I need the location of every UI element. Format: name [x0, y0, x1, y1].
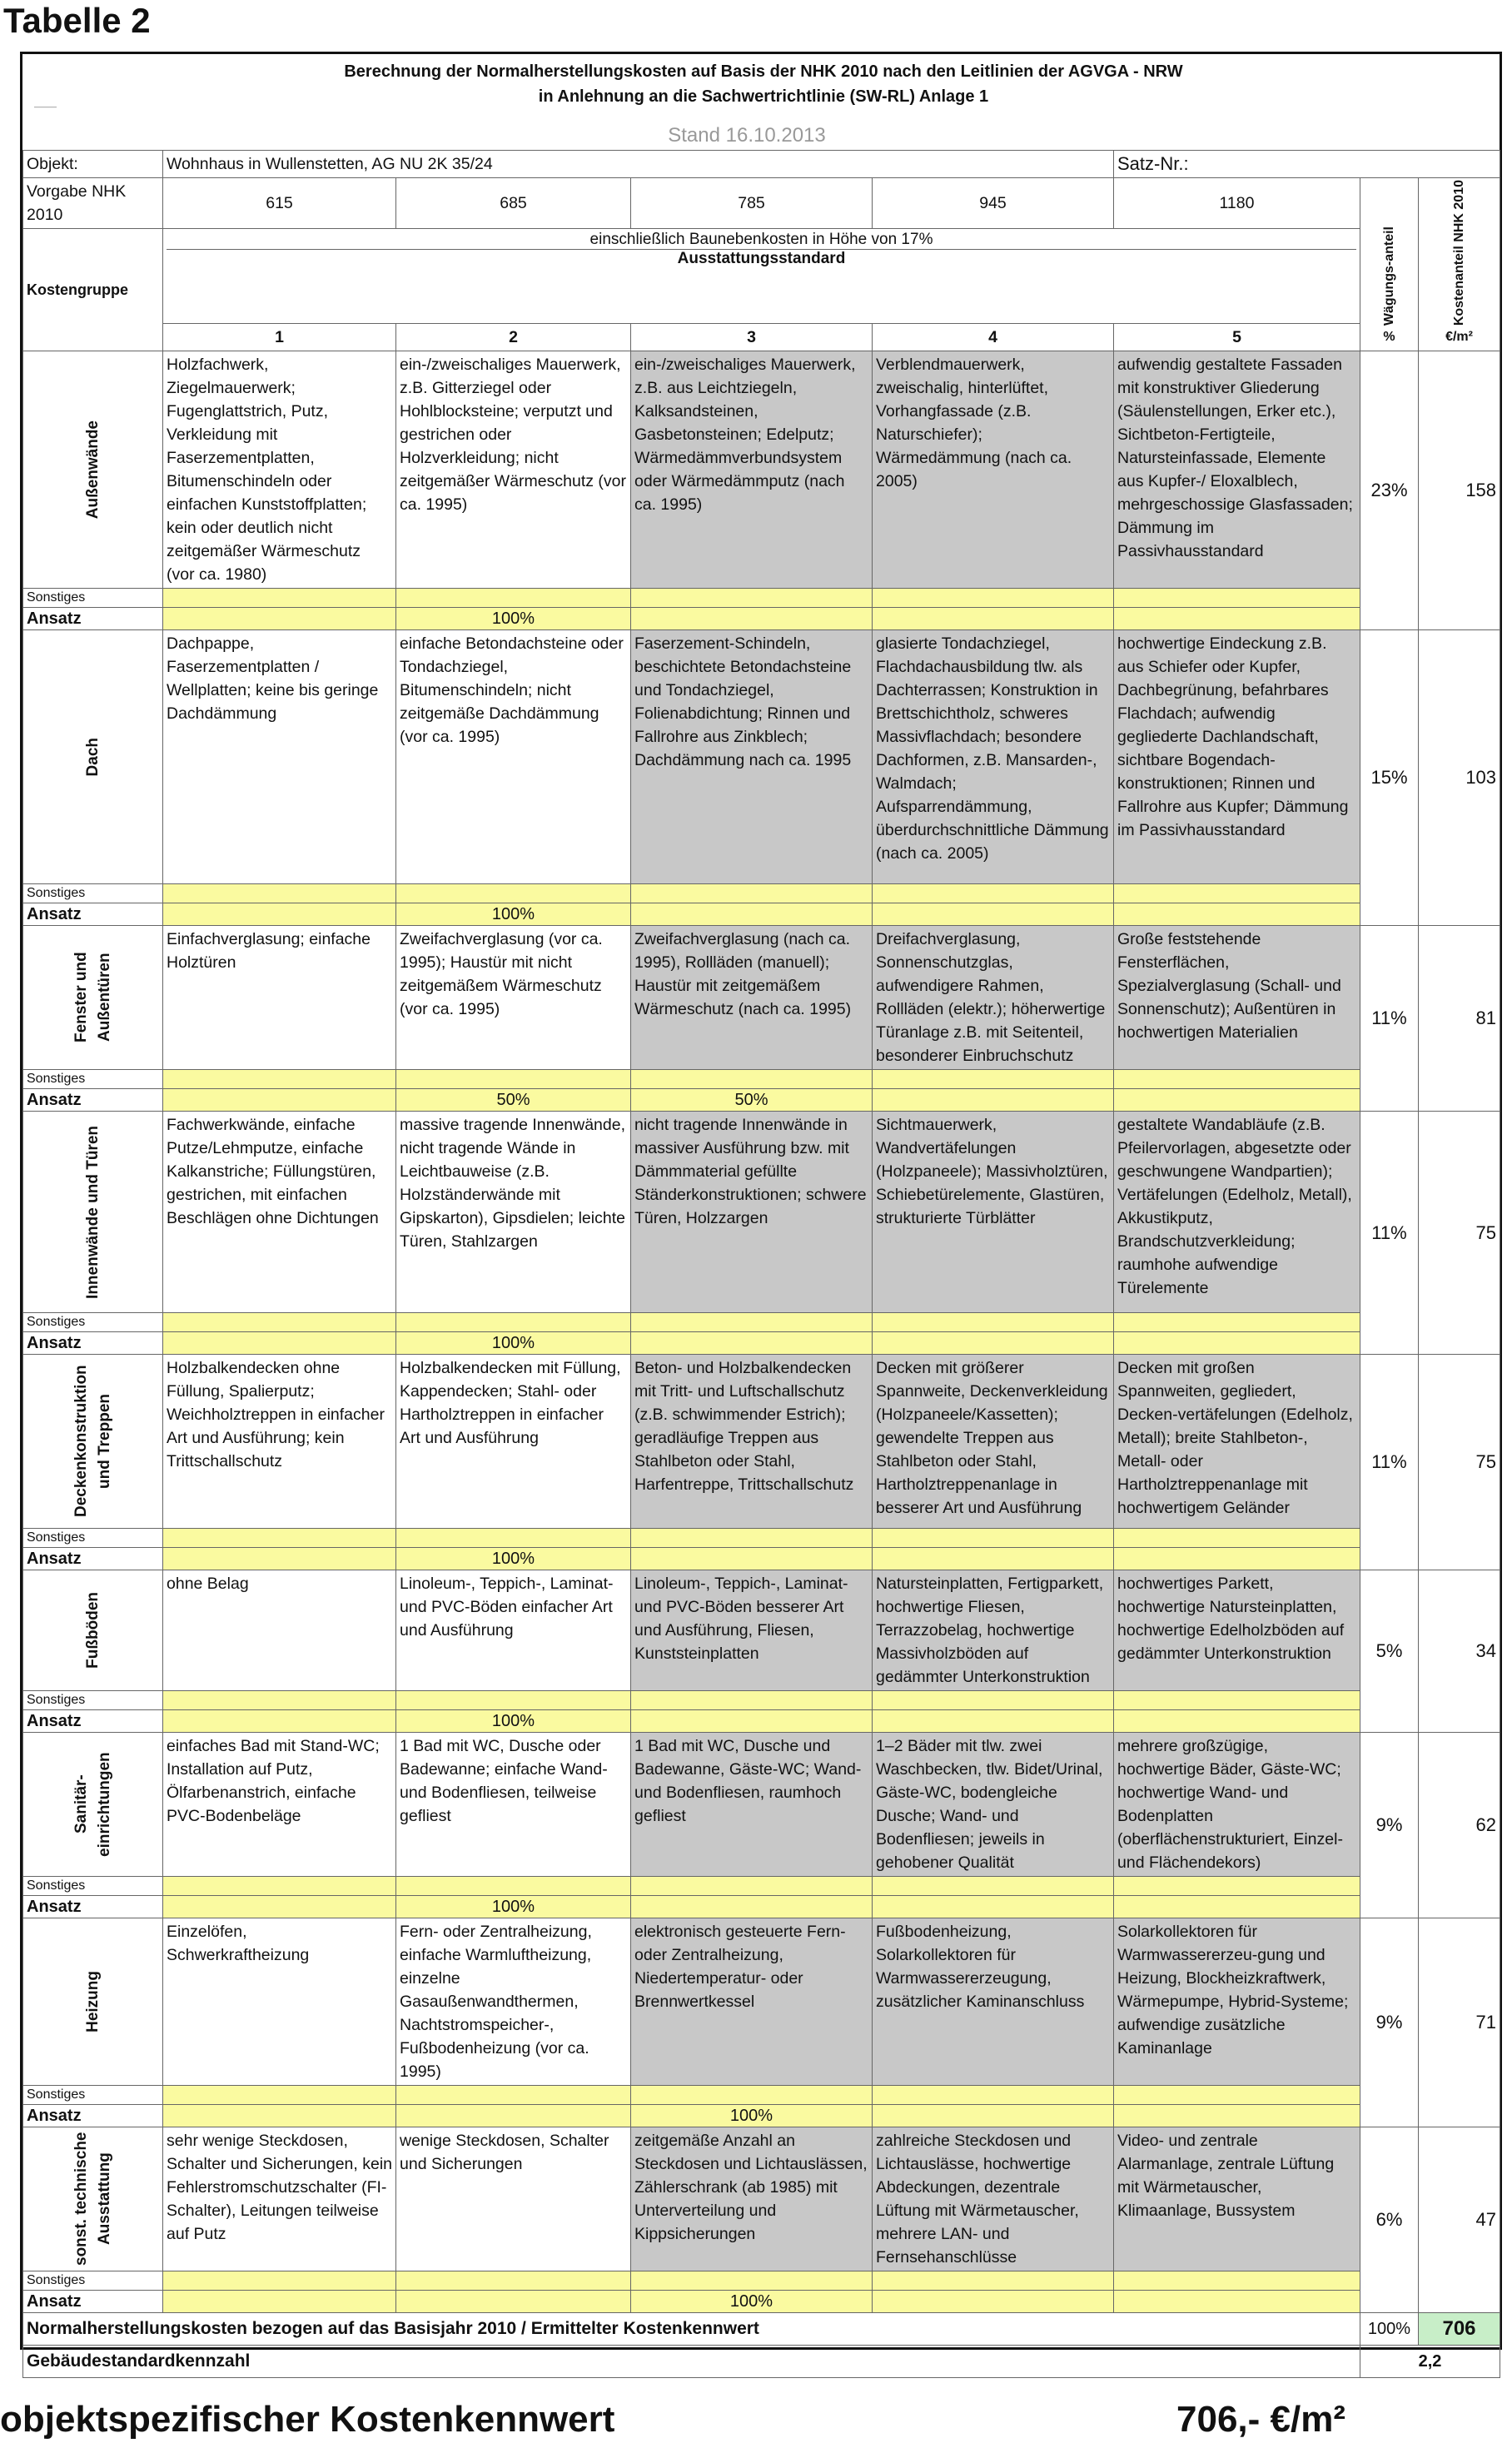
ansatz-cell [631, 1896, 873, 1918]
title-line-2: in Anlehnung an die Sachwertrichtlinie (SW-RL) Anlage 1 [538, 87, 989, 106]
total-label: Normalherstellungskosten bezogen auf das Basisjahr 2010 / Ermittelter Kostenkennwert [23, 2313, 1360, 2346]
group-name-text: Dach [83, 737, 102, 777]
ansatz-row [23, 1710, 1500, 1733]
sonstiges-cell [396, 1529, 631, 1548]
kostengruppe-label: Kostengruppe [23, 229, 163, 351]
kostenanteil-header [1419, 178, 1500, 351]
sonstiges-label: Sonstiges [23, 884, 163, 903]
sonstiges-label: Sonstiges [23, 1070, 163, 1089]
group-name [23, 1112, 163, 1313]
standard-cell: Sichtmauerwerk, Wandvertäfelungen (Holzpaneele); Massivholztüren, Schiebetürelemente, Glastüren, strukturierte Türblätter [873, 1112, 1114, 1313]
waegung-header-text: Wägungs-anteil [1381, 226, 1396, 326]
standard-cell: Natursteinplatten, Fertigparkett, hochwertige Fliesen, Terrazzobelag, hochwertige Massivholzböden auf gedämmter Unterkonstruktion [873, 1570, 1114, 1691]
ansatz-cell [631, 608, 873, 630]
ansatz-cell [1114, 2291, 1360, 2313]
ansatz-cell: 100% [396, 1548, 631, 1570]
ansatz-cell [163, 903, 396, 926]
kostenanteil-value: 75 [1419, 1112, 1500, 1355]
ansatz-label: Ansatz [23, 2291, 163, 2313]
kostenanteil-value: 103 [1419, 630, 1500, 926]
group-name-text: Fußböden [83, 1592, 102, 1669]
ansatz-row [23, 1548, 1500, 1570]
sonstiges-label: Sonstiges [23, 1691, 163, 1710]
ansatz-cell: 50% [396, 1089, 631, 1112]
sonstiges-row [23, 1691, 1500, 1710]
waegung-value: 11% [1360, 926, 1419, 1112]
group-name-text: Fenster und Außentüren [72, 952, 113, 1043]
kostenanteil-value: 81 [1419, 926, 1500, 1112]
standard-cell: Dreifachverglasung, Sonnenschutzglas, aufwendigere Rahmen, Rollläden (elektr.); höherwertige Türanlage z.B. mit Seitenteil, besonderer Einbruchschutz [873, 926, 1114, 1070]
sonstiges-row [23, 2271, 1500, 2291]
ansatz-row [23, 1332, 1500, 1355]
sonstiges-cell [396, 884, 631, 903]
kostenanteil-value: 158 [1419, 351, 1500, 630]
baunebenkosten-note [163, 229, 1360, 324]
stand-date: Stand 16.10.2013 [668, 124, 826, 147]
ansatz-cell [163, 1896, 396, 1918]
group-row [23, 351, 1500, 589]
standard-cell: zahlreiche Steckdosen und Lichtauslässe, hochwertige Abdeckungen, dezentrale Lüftung mit Wärmetauscher, mehrere LAN- und Fernsehanschlüsse [873, 2127, 1114, 2271]
sonstiges-cell [873, 2271, 1114, 2291]
standard-cell: Video- und zentrale Alarmanlage, zentrale Lüftung mit Wärmetauscher, Klimaanlage, Bussystem [1114, 2127, 1360, 2271]
ansatz-label: Ansatz [23, 1896, 163, 1918]
waegung-value: 11% [1360, 1355, 1419, 1570]
sonstiges-cell [631, 2086, 873, 2105]
standard-cell: Zweifachverglasung (vor ca. 1995); Haustür mit nicht zeitgemäßem Wärmeschutz (vor ca. 1995) [396, 926, 631, 1070]
pct-unit: % [1383, 330, 1395, 345]
stufe-5: 5 [1114, 324, 1360, 351]
standard-cell: gestaltete Wandabläufe (z.B. Pfeilervorlagen, abgesetzte oder geschwungene Wandpartien); Vertäfelungen (Edelholz, Metall), Akkustikputz, Brandschutzverkleidung; raumhohe aufwendige Türelemente [1114, 1112, 1360, 1313]
nhk-table [22, 150, 1500, 2378]
sonstiges-cell [396, 1877, 631, 1896]
ansatz-cell: 100% [396, 1710, 631, 1733]
ansatz-cell [396, 2105, 631, 2127]
sonstiges-label: Sonstiges [23, 2271, 163, 2291]
ansatz-cell [631, 1710, 873, 1733]
waegung-value: 11% [1360, 1112, 1419, 1355]
waegung-value: 6% [1360, 2127, 1419, 2313]
sonstiges-cell [1114, 1529, 1360, 1548]
stufe-4: 4 [873, 324, 1114, 351]
standard-cell: Linoleum-, Teppich-, Laminat- und PVC-Böden besserer Art und Ausführung, Fliesen, Kunststeinplatten [631, 1570, 873, 1691]
kennzahl-label: Gebäudestandardkennzahl [23, 2346, 1360, 2378]
sonstiges-row [23, 1070, 1500, 1089]
baunebenkosten-text: einschließlich Baunebenkosten in Höhe von 17% [589, 231, 933, 248]
group-row [23, 1918, 1500, 2086]
standard-cell: mehrere großzügige, hochwertige Bäder, Gäste-WC; hochwertige Wand- und Bodenplatten (oberflächenstrukturiert, Einzel- und Flächendekors) [1114, 1733, 1360, 1877]
sonstiges-cell [873, 2086, 1114, 2105]
sonstiges-cell [163, 2271, 396, 2291]
group-name [23, 1733, 163, 1877]
kostenanteil-value: 75 [1419, 1355, 1500, 1570]
sonstiges-cell [631, 884, 873, 903]
ansatz-cell [873, 1896, 1114, 1918]
group-row [23, 630, 1500, 884]
sonstiges-cell [873, 1691, 1114, 1710]
sonstiges-cell [163, 1070, 396, 1089]
group-name-text: Heizung [83, 1971, 102, 2033]
standard-cell: Decken mit größerer Spannweite, Deckenverkleidung (Holzpaneele/Kassetten); gewendelte Treppen aus Stahlbeton oder Stahl, Hartholztreppenanlage in besserer Art und Ausführung [873, 1355, 1114, 1529]
ansatz-cell [1114, 1332, 1360, 1355]
ansatz-cell [873, 1332, 1114, 1355]
group-name-text: Außenwände [83, 420, 102, 520]
standard-cell: Fußbodenheizung, Solarkollektoren für Warmwassererzeugung, zusätzlicher Kaminanschluss [873, 1918, 1114, 2086]
sonstiges-cell [163, 1529, 396, 1548]
sonstiges-cell [631, 1691, 873, 1710]
waegung-value: 5% [1360, 1570, 1419, 1733]
stufe-3: 3 [631, 324, 873, 351]
waegung-value: 9% [1360, 1733, 1419, 1918]
standard-cell: hochwertiges Parkett, hochwertige Natursteinplatten, hochwertige Edelholzböden auf gedämmter Unterkonstruktion [1114, 1570, 1360, 1691]
ansatz-cell [396, 2291, 631, 2313]
sonstiges-cell [396, 589, 631, 608]
ansatz-cell [1114, 903, 1360, 926]
sonstiges-row [23, 589, 1500, 608]
standard-cell: Verblendmauerwerk, zweischalig, hinterlüftet, Vorhangfassade (z.B. Naturschiefer); Wärmedämmung (nach ca. 2005) [873, 351, 1114, 589]
sonstiges-cell [163, 884, 396, 903]
sonstiges-label: Sonstiges [23, 589, 163, 608]
standard-cell: 1 Bad mit WC, Dusche und Badewanne, Gäste-WC; Wand- und Bodenfliesen, raumhoch gefliest [631, 1733, 873, 1877]
total-pct: 100% [1360, 2313, 1419, 2346]
standard-cell: Solarkollektoren für Warmwassererzeu-gung und Heizung, Blockheizkraftwerk, Wärmepumpe, Hybrid-Systeme; aufwendige zusätzliche Kaminanlage [1114, 1918, 1360, 2086]
sonstiges-cell [873, 1313, 1114, 1332]
group-row [23, 2127, 1500, 2271]
ansatz-cell [873, 1548, 1114, 1570]
standard-cell: elektronisch gesteuerte Fern- oder Zentralheizung, Niedertemperatur- oder Brennwertkessel [631, 1918, 873, 2086]
ansatz-cell [163, 1332, 396, 1355]
standard-cell: einfaches Bad mit Stand-WC; Installation auf Putz, Ölfarbenanstrich, einfache PVC-Bodenbeläge [163, 1733, 396, 1877]
waegung-value: 15% [1360, 630, 1419, 926]
ansatz-cell [163, 1089, 396, 1112]
ansatz-label: Ansatz [23, 1710, 163, 1733]
vorgabe-1: 615 [163, 178, 396, 229]
footer-value: 706,- €/m² [1176, 2399, 1345, 2440]
sonstiges-row [23, 1529, 1500, 1548]
standard-cell: ohne Belag [163, 1570, 396, 1691]
ansatz-cell [631, 1548, 873, 1570]
kostenanteil-value: 62 [1419, 1733, 1500, 1918]
standard-cell: glasierte Tondachziegel, Flachdachausbildung tlw. als Dachterrassen; Konstruktion in Brettschichtholz, schweres Massivflachdach; besondere Dachformen, z.B. Mansarden-, Walmdach; Aufsparrendämmung, überdurchschnittliche Dämmung (nach ca. 2005) [873, 630, 1114, 884]
caption: Tabelle 2 [3, 1, 151, 40]
standard-cell: nicht tragende Innenwände in massiver Ausführung bzw. mit Dämmmaterial gefüllte Ständerkonstruktionen; schwere Türen, Holzzargen [631, 1112, 873, 1313]
sonstiges-cell [873, 1529, 1114, 1548]
objekt-label: Objekt: [23, 151, 163, 178]
sonstiges-cell [396, 1070, 631, 1089]
waegung-value: 23% [1360, 351, 1419, 630]
sonstiges-cell [1114, 1070, 1360, 1089]
ansatz-row [23, 608, 1500, 630]
sonstiges-cell [1114, 1313, 1360, 1332]
vorgabe-4: 945 [873, 178, 1114, 229]
group-name [23, 1918, 163, 2086]
group-name [23, 630, 163, 884]
sonstiges-cell [1114, 2271, 1360, 2291]
kostenanteil-value: 71 [1419, 1918, 1500, 2127]
ansatz-cell [1114, 1710, 1360, 1733]
ansatz-row [23, 903, 1500, 926]
ansatz-cell [873, 2105, 1114, 2127]
sonstiges-cell [873, 1070, 1114, 1089]
kennzahl-row [23, 2346, 1500, 2378]
sonstiges-cell [163, 2086, 396, 2105]
standard-cell: aufwendig gestaltete Fassaden mit konstruktiver Gliederung (Säulenstellungen, Erker etc.), Sichtbeton-Fertigteile, Natursteinfassade, Elemente aus Kupfer-/ Eloxalblech, mehrgeschossige Glasfassaden; Dämmung im Passivhausstandard [1114, 351, 1360, 589]
ansatz-label: Ansatz [23, 2105, 163, 2127]
sonstiges-row [23, 884, 1500, 903]
group-row [23, 1733, 1500, 1877]
sonstiges-cell [631, 589, 873, 608]
satz-nr: Satz-Nr.: [1114, 151, 1500, 178]
sonstiges-cell [396, 2271, 631, 2291]
group-row [23, 1570, 1500, 1691]
sonstiges-cell [1114, 589, 1360, 608]
sonstiges-row [23, 2086, 1500, 2105]
sonstiges-cell [873, 589, 1114, 608]
ansatz-row [23, 1896, 1500, 1918]
standard-cell: Linoleum-, Teppich-, Laminat- und PVC-Böden einfacher Art und Ausführung [396, 1570, 631, 1691]
group-row [23, 926, 1500, 1070]
sonstiges-cell [1114, 884, 1360, 903]
sonstiges-cell [631, 1529, 873, 1548]
ansatz-row [23, 2291, 1500, 2313]
standard-cell: Decken mit großen Spannweiten, gegliedert, Decken-vertäfelungen (Edelholz, Metall); breite Stahlbeton-, Metall- oder Hartholztreppenanlage mit hochwertigem Geländer [1114, 1355, 1360, 1529]
standard-cell: Fern- oder Zentralheizung, einfache Warmluftheizung, einzelne Gasaußenwandthermen, Nachtstromspeicher-, Fußbodenheizung (vor ca. 1995) [396, 1918, 631, 2086]
ansatz-cell [873, 608, 1114, 630]
standard-cell: 1 Bad mit WC, Dusche oder Badewanne; einfache Wand- und Bodenfliesen, teilweise gefliest [396, 1733, 631, 1877]
vorgabe-2: 685 [396, 178, 631, 229]
standard-cell: sehr wenige Steckdosen, Schalter und Sicherungen, kein Fehlerstromschutzschalter (FI-Schalter), Leitungen teilweise auf Putz [163, 2127, 396, 2271]
footer [0, 2395, 1345, 2445]
group-name [23, 2127, 163, 2271]
ansatz-row [23, 2105, 1500, 2127]
sonstiges-cell [873, 884, 1114, 903]
sonstiges-cell [631, 1070, 873, 1089]
sonstiges-cell [1114, 2086, 1360, 2105]
kostenanteil-value: 34 [1419, 1570, 1500, 1733]
ansatz-cell [1114, 1548, 1360, 1570]
group-name [23, 1570, 163, 1691]
standard-cell: wenige Steckdosen, Schalter und Sicherungen [396, 2127, 631, 2271]
ansatz-cell [631, 1332, 873, 1355]
ansatz-cell [631, 903, 873, 926]
group-name [23, 351, 163, 589]
stufe-2: 2 [396, 324, 631, 351]
ansatz-cell [1114, 1896, 1360, 1918]
stufe-1: 1 [163, 324, 396, 351]
standard-cell: einfache Betondachsteine oder Tondachziegel, Bitumenschindeln; nicht zeitgemäße Dachdämmung (vor ca. 1995) [396, 630, 631, 884]
sonstiges-label: Sonstiges [23, 1313, 163, 1332]
standard-cell: massive tragende Innenwände, nicht tragende Wände in Leichtbauweise (z.B. Holzständerwände mit Gipskarton), Gipsdielen; leichte Türen, Stahlzargen [396, 1112, 631, 1313]
standard-cell: Einzelöfen, Schwerkraftheizung [163, 1918, 396, 2086]
sonstiges-label: Sonstiges [23, 1529, 163, 1548]
ansatz-cell [873, 1089, 1114, 1112]
sonstiges-label: Sonstiges [23, 1877, 163, 1896]
standard-cell: Faserzement-Schindeln, beschichtete Betondachsteine und Tondachziegel, Folienabdichtung; Rinnen und Fallrohre aus Zinkblech; Dachdämmung nach ca. 1995 [631, 630, 873, 884]
ansatz-cell [163, 2105, 396, 2127]
ansatz-cell: 100% [631, 2291, 873, 2313]
ansatz-label: Ansatz [23, 903, 163, 926]
ansatz-label: Ansatz [23, 1548, 163, 1570]
ansatz-cell: 100% [396, 608, 631, 630]
sonstiges-cell [163, 589, 396, 608]
standard-cell: ein-/zweischaliges Mauerwerk, z.B. Gitterziegel oder Hohlblocksteine; verputzt und gestrichen oder Holzverkleidung; nicht zeitgemäßer Wärmeschutz (vor ca. 1995) [396, 351, 631, 589]
sonstiges-cell [163, 1877, 396, 1896]
kostenanteil-value: 47 [1419, 2127, 1500, 2313]
waegung-value: 9% [1360, 1918, 1419, 2127]
standard-cell: Dachpappe, Faserzementplatten / Wellplatten; keine bis geringe Dachdämmung [163, 630, 396, 884]
ansatz-cell [163, 608, 396, 630]
standard-cell: Große feststehende Fensterflächen, Spezialverglasung (Schall- und Sonnenschutz); Außentüren in hochwertigen Materialien [1114, 926, 1360, 1070]
sonstiges-cell [1114, 1691, 1360, 1710]
ansatz-row [23, 1089, 1500, 1112]
objekt-value: Wohnhaus in Wullenstetten, AG NU 2K 35/24 [163, 151, 1114, 178]
sonstiges-label: Sonstiges [23, 2086, 163, 2105]
vorgabe-label: Vorgabe NHK 2010 [23, 178, 163, 229]
ansatz-cell [1114, 2105, 1360, 2127]
title-line-1: Berechnung der Normalherstellungskosten auf Basis der NHK 2010 nach den Leitlinien der AGVGA - NRW [344, 62, 1183, 81]
sheet-title [289, 59, 1238, 109]
sonstiges-cell [396, 1313, 631, 1332]
sonstiges-cell [163, 1313, 396, 1332]
standard-cell: ein-/zweischaliges Mauerwerk, z.B. aus Leichtziegeln, Kalksandsteinen, Gasbetonsteinen; Edelputz; Wärmedämmverbundsystem oder Wärmedämmputz (nach ca. 1995) [631, 351, 873, 589]
vorgabe-3: 785 [631, 178, 873, 229]
ansatz-cell [163, 2291, 396, 2313]
ansatz-cell: 100% [396, 903, 631, 926]
kostenanteil-header-text: Kostenanteil NHK 2010 [1451, 180, 1466, 326]
standard-cell: 1–2 Bäder mit tlw. zwei Waschbecken, tlw. Bidet/Urinal, Gäste-WC, bodengleiche Dusche; Wand- und Bodenfliesen; jeweils in gehobener Qualität [873, 1733, 1114, 1877]
calculation-sheet [20, 52, 1502, 2371]
sonstiges-cell [873, 1877, 1114, 1896]
ansatz-cell [1114, 608, 1360, 630]
sonstiges-cell [163, 1691, 396, 1710]
sonstiges-cell [1114, 1877, 1360, 1896]
ansatz-label: Ansatz [23, 1332, 163, 1355]
group-name-text: Sanitär-einrichtungen [72, 1752, 113, 1857]
group-row [23, 1112, 1500, 1313]
ansatz-cell [873, 903, 1114, 926]
group-name-text: Deckenkonstruktion und Treppen [72, 1365, 113, 1518]
sonstiges-cell [631, 2271, 873, 2291]
standard-cell: Holzfachwerk, Ziegelmauerwerk; Fugenglattstrich, Putz, Verkleidung mit Faserzementplatten, Bitumenschindeln oder einfachen Kunststoffplatten; kein oder deutlich nicht zeitgemäßer Wärmeschutz (vor ca. 1980) [163, 351, 396, 589]
total-value: 706 [1419, 2313, 1500, 2346]
sonstiges-row [23, 1313, 1500, 1332]
group-name-text: sonst. technische Ausstattung [72, 2132, 113, 2266]
group-row [23, 1355, 1500, 1529]
group-name [23, 1355, 163, 1529]
ansatz-cell [163, 1710, 396, 1733]
ansatz-label: Ansatz [23, 608, 163, 630]
ansatz-cell: 100% [396, 1332, 631, 1355]
total-row [23, 2313, 1500, 2346]
ansatz-cell: 50% [631, 1089, 873, 1112]
ansatz-label: Ansatz [23, 1089, 163, 1112]
standard-cell: hochwertige Eindeckung z.B. aus Schiefer oder Kupfer, Dachbegrünung, befahrbares Flachdach; aufwendig gegliederte Dachlandschaft, sichtbare Bogendach-konstruktionen; Rinnen und Fallrohre aus Kupfer; Dämmung im Passivhausstandard [1114, 630, 1360, 884]
standard-cell: zeitgemäße Anzahl an Steckdosen und Lichtauslässen, Zählerschrank (ab 1985) mit Unterverteilung und Kippsicherungen [631, 2127, 873, 2271]
standard-cell: Fachwerkwände, einfache Putze/Lehmputze, einfache Kalkanstriche; Füllungstüren, gestrichen, mit einfachen Beschlägen ohne Dichtungen [163, 1112, 396, 1313]
ansatz-cell [1114, 1089, 1360, 1112]
sonstiges-cell [396, 2086, 631, 2105]
ansatz-cell [873, 2291, 1114, 2313]
standard-cell: Einfachverglasung; einfache Holztüren [163, 926, 396, 1070]
waegung-header [1360, 178, 1419, 351]
group-name-text: Innenwände und Türen [83, 1125, 102, 1299]
standard-cell: Holzbalkendecken ohne Füllung, Spalierputz; Weichholztreppen in einfacher Art und Ausführung; kein Trittschallschutz [163, 1355, 396, 1529]
kennzahl-value: 2,2 [1360, 2346, 1500, 2378]
ansatz-cell [873, 1710, 1114, 1733]
ansatz-cell: 100% [631, 2105, 873, 2127]
sonstiges-cell [396, 1691, 631, 1710]
sonstiges-row [23, 1877, 1500, 1896]
footer-label: objektspezifischer Kostenkennwert [0, 2399, 615, 2440]
standard-cell: Holzbalkendecken mit Füllung, Kappendecken; Stahl- oder Hartholztreppen in einfacher Art und Ausführung [396, 1355, 631, 1529]
sonstiges-cell [631, 1877, 873, 1896]
small-mark: ——— [34, 102, 57, 111]
standard-cell: Zweifachverglasung (nach ca. 1995), Rollläden (manuell); Haustür mit zeitgemäßem Wärmeschutz (nach ca. 1995) [631, 926, 873, 1070]
ansatz-cell: 100% [396, 1896, 631, 1918]
ansatz-cell [163, 1548, 396, 1570]
group-name [23, 926, 163, 1070]
ausstattung-label: Ausstattungsstandard [167, 249, 1356, 268]
standard-cell: Beton- und Holzbalkendecken mit Tritt- und Luftschallschutz (z.B. schwimmender Estrich); geradläufige Treppen aus Stahlbeton oder Stahl, Harfentreppe, Trittschallschutz [631, 1355, 873, 1529]
vorgabe-5: 1180 [1114, 178, 1360, 229]
sonstiges-cell [631, 1313, 873, 1332]
eur-unit: €/m² [1445, 330, 1473, 345]
